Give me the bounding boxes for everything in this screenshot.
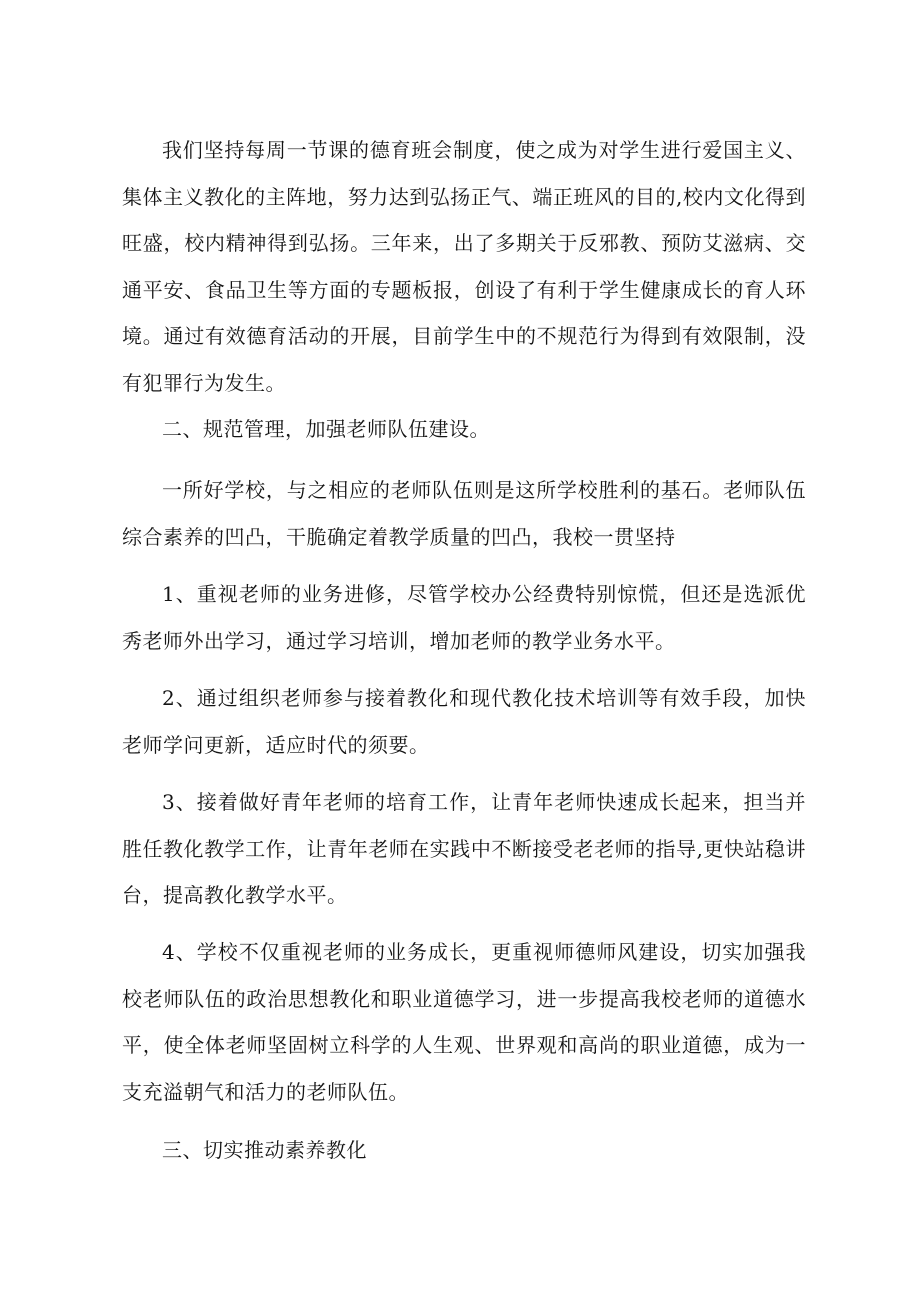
section-heading-quality-education: 三、切实推动素养教化 [162,1138,367,1162]
list-item-3: 3、接着做好青年老师的培育工作，让青年老师快速成长起来，担当并胜任教化教学工作，让青年老师在实践中不断接受老老师的指导,更快站稳讲台，提高教化教学水平。 [122,790,806,907]
paragraph-moral-education: 我们坚持每周一节课的德育班会制度，使之成为对学生进行爱国主义、集体主义教化的主阵地，努力达到弘扬正气、端正班风的目的,校内文化得到旺盛，校内精神得到弘扬。三年来，出了多期关于反邪教、预防艾滋病、交通平安、食品卫生等方面的专题板报，创设了有利于学生健康成长的育人环境。通过有效德育活动的开展，目前学生中的不规范行为得到有效限制，没有犯罪行为发生。 [122,138,806,395]
list-item-2: 2、通过组织老师参与接着教化和现代教化技术培训等有效手段，加快老师学问更新，适应时代的须要。 [122,686,806,757]
section-heading-teacher-team: 二、规范管理，加强老师队伍建设。 [162,417,490,441]
list-item-1: 1、重视老师的业务进修，尽管学校办公经费特别惊慌，但还是选派优秀老师外出学习，通过学习培训，增加老师的教学业务水平。 [122,582,806,653]
list-item-4: 4、学校不仅重视老师的业务成长，更重视师德师风建设，切实加强我校老师队伍的政治思想教化和职业道德学习，进一步提高我校老师的道德水平，使全体老师坚固树立科学的人生观、世界观和高尚的职业道德，成为一支充溢朝气和活力的老师队伍。 [122,940,806,1104]
document-body [122,127,806,1173]
paragraph-teacher-team-intro: 一所好学校，与之相应的老师队伍则是这所学校胜利的基石。老师队伍综合素养的凹凸，干脆确定着教学质量的凹凸，我校一贯坚持 [122,478,806,549]
